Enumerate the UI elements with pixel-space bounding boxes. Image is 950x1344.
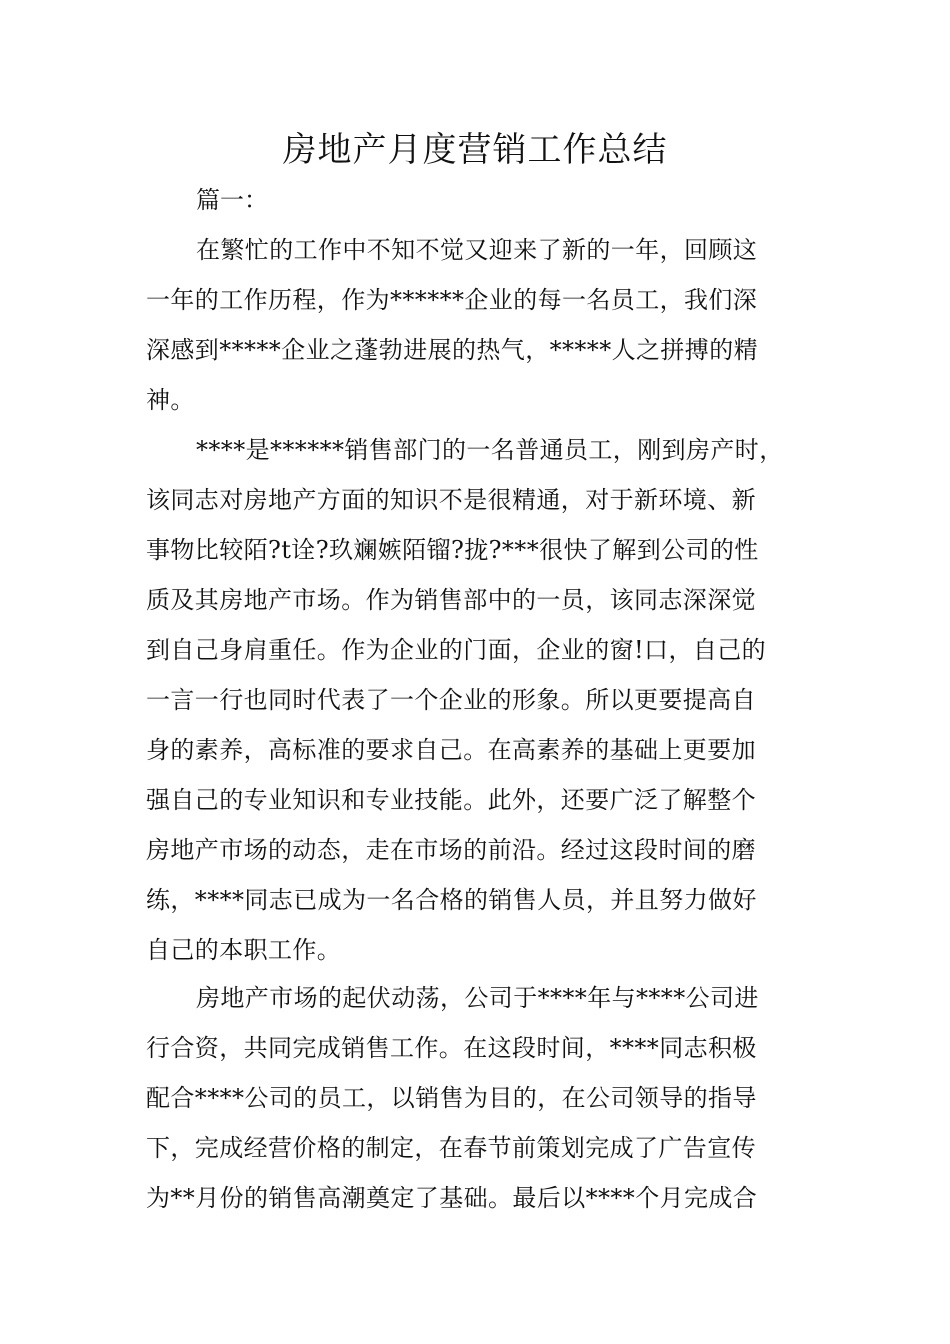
paragraph-line: 到自己身肩重任。作为企业的门面，企业的窗!口，自己的 bbox=[146, 636, 767, 664]
paragraph-line: 事物比较陌?t诠?玖斓嫉陌镏?拢?***很快了解到公司的性 bbox=[146, 536, 759, 564]
paragraph-line: 房地产市场的动态，走在市场的前沿。经过这段时间的磨 bbox=[146, 836, 756, 864]
paragraph-line: 强自己的专业知识和专业技能。此外，还要广泛了解整个 bbox=[146, 786, 756, 814]
paragraph-line: 自己的本职工作。 bbox=[146, 936, 342, 964]
paragraph-line: 练，****同志已成为一名合格的销售人员，并且努力做好 bbox=[146, 886, 757, 914]
paragraph-2 bbox=[146, 425, 816, 975]
paragraph-line: 为**月份的销售高潮奠定了基础。最后以****个月完成合 bbox=[146, 1184, 758, 1212]
paragraph-line: 配合****公司的员工，以销售为目的，在公司领导的指导 bbox=[146, 1084, 757, 1112]
paragraph-line: 该同志对房地产方面的知识不是很精通，对于新环境、新 bbox=[146, 486, 756, 514]
paragraph-line: ****是******销售部门的一名普通员工，刚到房产时， bbox=[196, 436, 784, 464]
paragraph-line: 质及其房地产市场。作为销售部中的一员，该同志深深觉 bbox=[146, 586, 756, 614]
paragraph-3 bbox=[146, 973, 816, 1223]
paragraph-line: 身的素养，高标准的要求自己。在高素养的基础上更要加 bbox=[146, 736, 756, 764]
paragraph-line: 下，完成经营价格的制定，在春节前策划完成了广告宣传 bbox=[146, 1134, 756, 1162]
paragraph-line: 神。 bbox=[146, 386, 195, 414]
paragraph-line: 在繁忙的工作中不知不觉又迎来了新的一年，回顾这 bbox=[196, 236, 758, 264]
paragraph-1 bbox=[146, 225, 816, 425]
paragraph-line: 深感到*****企业之蓬勃进展的热气，*****人之拼搏的精 bbox=[146, 336, 758, 364]
paragraph-line: 一言一行也同时代表了一个企业的形象。所以更要提高自 bbox=[146, 686, 756, 714]
paragraph-line: 房地产市场的起伏动荡，公司于****年与****公司进 bbox=[196, 984, 759, 1012]
paragraph-line: 行合资，共同完成销售工作。在这段时间，****同志积极 bbox=[146, 1034, 757, 1062]
paragraph-line: 一年的工作历程，作为******企业的每一名员工，我们深 bbox=[146, 286, 758, 314]
section-label: 篇一： bbox=[196, 186, 268, 214]
document-title: 房地产月度营销工作总结 bbox=[282, 130, 668, 170]
